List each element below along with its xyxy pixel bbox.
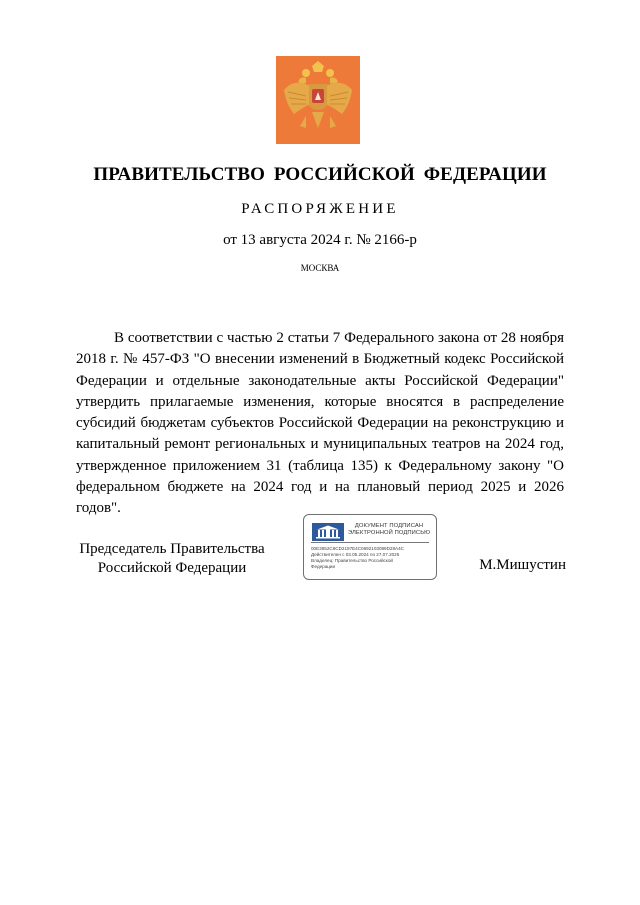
signer-position [72, 540, 272, 578]
stamp-heading-line: ДОКУМЕНТ ПОДПИСАН [354, 523, 424, 529]
signer-position-line: Российской Федерации [97, 560, 247, 576]
certificate-number: 00E3652C6CD2197E4C0692103089D28A4C [311, 546, 404, 551]
government-building-icon [312, 523, 344, 541]
russian-coat-of-arms-icon [276, 56, 360, 144]
certificate-owner: Владелец: Правительство Российской [311, 558, 393, 563]
stamp-details [311, 546, 433, 570]
certificate-validity: Действителен с 03.05.2024 по 27.07.2025 [311, 552, 400, 557]
signer-name: М.Мишустин [479, 557, 566, 573]
signer-position-line: Председатель Правительства [79, 541, 265, 557]
stamp-divider [311, 542, 429, 543]
decree-paragraph: В соответствии с частью 2 статьи 7 Федерального закона от 28 ноября 2018 г. № 457-ФЗ "О внесении изменений в Бюджетный кодекс Российской Федерации и отдельные законодательные акты Российской Федерации" утвердить прилагаемые изменения, которые вносятся в распределение субсидий бюджетам субъектов Российской Федерации на реконструкцию и капитальный ремонт региональных и муниципальных театров на 2024 год, утвержденное приложением 31 (таблица 135) к Федеральному закону "О федеральном бюджете на 2024 год и на плановый период 2025 и 2026 годов". [76, 330, 564, 517]
certificate-owner: Федерации [311, 564, 336, 569]
document-city: МОСКВА [300, 263, 340, 273]
document-type: РАСПОРЯЖЕНИЕ [241, 201, 399, 217]
government-title: ПРАВИТЕЛЬСТВО РОССИЙСКОЙ ФЕДЕРАЦИИ [93, 164, 547, 185]
stamp-heading-line: ЭЛЕКТРОННОЙ ПОДПИСЬЮ [347, 530, 431, 536]
stamp-heading [344, 523, 434, 537]
document-date-number: от 13 августа 2024 г. № 2166-р [223, 232, 417, 248]
electronic-signature-stamp [303, 514, 437, 580]
